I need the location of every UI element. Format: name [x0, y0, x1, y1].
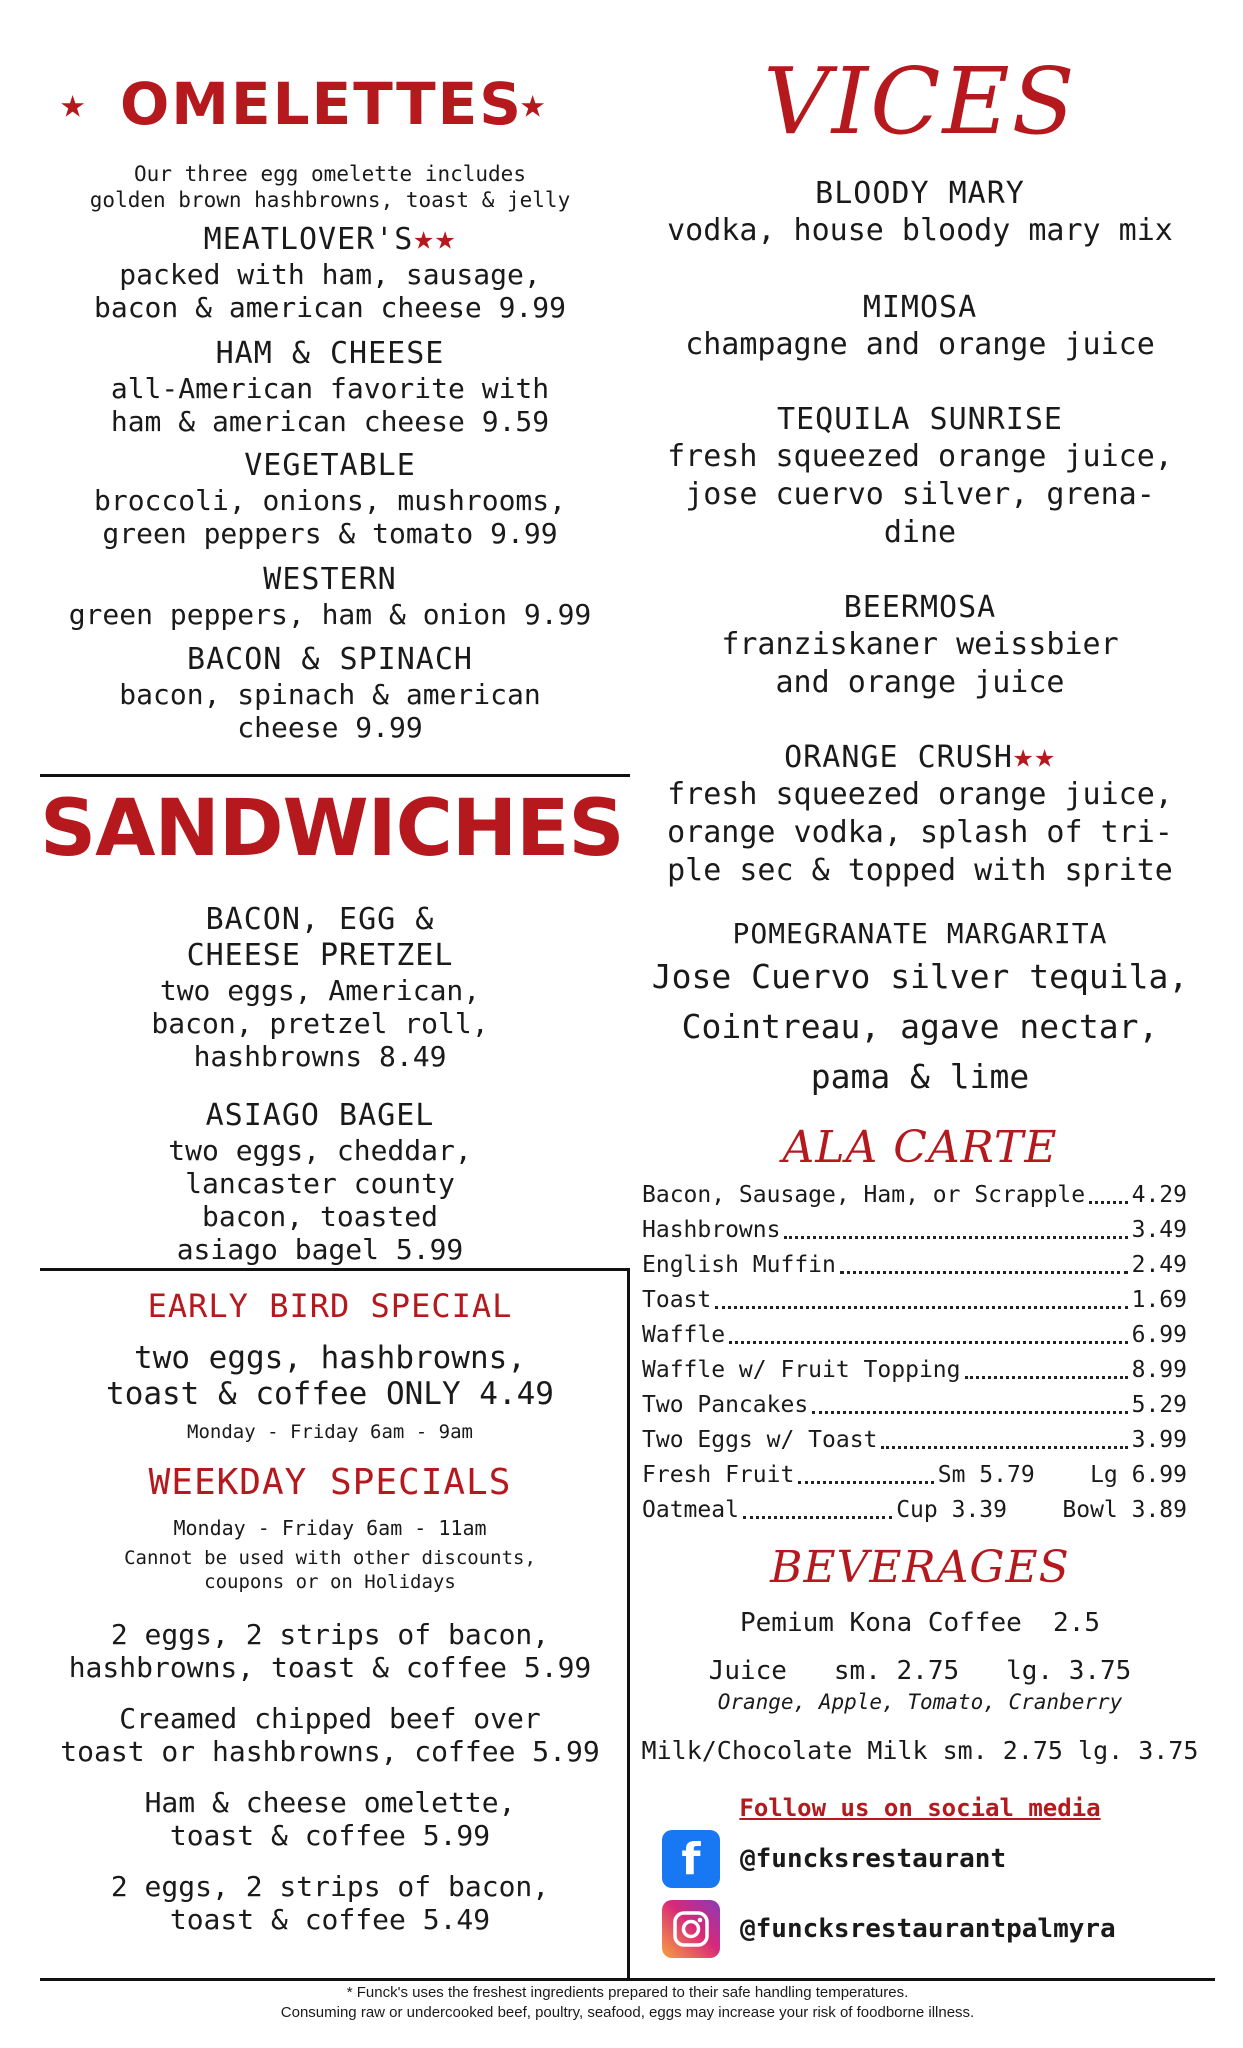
item-name: Bacon, Sausage, Ham, or Scrapple — [642, 1182, 1086, 1208]
item-desc: lancaster county — [185, 1167, 455, 1200]
item-desc: packed with ham, sausage, — [119, 258, 541, 291]
item-price: 2.49 — [1131, 1252, 1187, 1278]
vice-item — [640, 290, 1200, 364]
item-desc: toast or hashbrowns, coffee 5.99 — [60, 1735, 600, 1768]
item-desc: jose cuervo silver, grena- — [685, 477, 1155, 512]
item-name: Waffle — [642, 1322, 726, 1348]
item-name: Oatmeal — [642, 1497, 739, 1523]
list-item — [642, 1318, 1187, 1353]
item-desc: Jose Cuervo silver tequila, — [651, 957, 1189, 996]
list-item — [642, 1353, 1187, 1388]
star-icon: ★ — [520, 78, 546, 127]
beverage-milk: Milk/Chocolate Milk sm. 2.75 lg. 3.75 — [641, 1736, 1199, 1765]
list-item — [642, 1283, 1187, 1318]
item-desc: franziskaner weissbier — [721, 627, 1119, 662]
item-name: MEATLOVER'S — [203, 222, 414, 257]
star-icon: ★★ — [413, 218, 457, 258]
beverage-juice: Juice sm. 2.75 lg. 3.75 — [708, 1656, 1132, 1686]
item-desc: all-American favorite with — [110, 372, 550, 405]
vice-item — [640, 176, 1200, 250]
list-item — [642, 1248, 1187, 1283]
list-item — [642, 1458, 1187, 1493]
item-desc: green peppers & tomato 9.99 — [102, 517, 558, 550]
item-price: 1.69 — [1131, 1287, 1187, 1313]
list-item — [642, 1178, 1187, 1213]
vice-item — [640, 402, 1200, 552]
alacarte-list — [642, 1178, 1187, 1528]
beverage-juice-types: Orange, Apple, Tomato, Cranberry — [717, 1690, 1123, 1714]
leader-dots — [784, 1213, 1127, 1239]
divider — [40, 1268, 630, 1271]
item-desc: Creamed chipped beef over — [119, 1702, 541, 1735]
star-icon: ★★ — [1012, 736, 1056, 776]
item-name: English Muffin — [642, 1252, 836, 1278]
weekday-hours: Monday - Friday 6am - 11am — [173, 1516, 487, 1540]
leader-dots — [840, 1248, 1128, 1274]
item-desc: asiago bagel 5.99 — [176, 1233, 464, 1266]
item-price: 6.99 — [1131, 1322, 1187, 1348]
item-desc: and orange juice — [775, 665, 1065, 700]
item-desc: pama & lime — [810, 1057, 1030, 1096]
item-desc: toast & coffee 5.99 — [169, 1819, 491, 1852]
item-name: BACON, EGG & — [205, 902, 435, 937]
beverages-title: BEVERAGES — [770, 1542, 1070, 1593]
sandwich-item — [30, 902, 610, 1073]
item-name: WESTERN — [263, 562, 397, 597]
item-name: Toast — [642, 1287, 712, 1313]
early-bird-hours: Monday - Friday 6am - 9am — [187, 1421, 473, 1443]
leader-dots — [965, 1353, 1128, 1379]
omelette-item — [30, 336, 630, 438]
list-item — [642, 1493, 1187, 1528]
leader-dots — [1089, 1178, 1128, 1204]
vice-item — [640, 916, 1200, 1102]
item-desc: champagne and orange juice — [685, 327, 1155, 362]
omelette-item — [30, 562, 630, 631]
item-desc: fresh squeezed orange juice, — [667, 439, 1173, 474]
item-price: Sm 5.79 Lg 6.99 — [937, 1462, 1187, 1488]
item-desc: 2 eggs, 2 strips of bacon, — [110, 1618, 550, 1651]
weekday-item — [30, 1702, 630, 1768]
leader-dots — [812, 1388, 1127, 1414]
omelette-item — [30, 220, 630, 324]
item-name: Fresh Fruit — [642, 1462, 795, 1488]
weekday-item — [30, 1870, 630, 1936]
item-name: Hashbrowns — [642, 1217, 781, 1243]
divider — [40, 774, 630, 777]
item-price: 5.29 — [1131, 1392, 1187, 1418]
item-desc: orange vodka, splash of tri- — [667, 815, 1173, 850]
item-desc: bacon, toasted — [201, 1200, 438, 1233]
leader-dots — [729, 1318, 1128, 1344]
item-name: BLOODY MARY — [815, 176, 1025, 211]
beverage-coffee: Pemium Kona Coffee 2.5 — [739, 1608, 1101, 1638]
early-bird-desc: toast & coffee ONLY 4.49 — [106, 1376, 554, 1412]
item-price: 3.99 — [1131, 1427, 1187, 1453]
vice-item — [640, 590, 1200, 702]
item-name: TEQUILA SUNRISE — [777, 402, 1063, 437]
omelettes-title: OMELETTES — [120, 70, 524, 138]
weekday-note: Cannot be used with other discounts, — [124, 1547, 536, 1569]
item-name: Two Pancakes — [642, 1392, 809, 1418]
sandwiches-title: SANDWICHES — [40, 784, 624, 874]
item-desc: two eggs, cheddar, — [168, 1134, 472, 1167]
list-item — [642, 1388, 1187, 1423]
item-price: 8.99 — [1131, 1357, 1187, 1383]
item-desc: bacon, spinach & american — [119, 678, 541, 711]
vices-title: VICES — [763, 48, 1077, 155]
item-desc: ple sec & topped with sprite — [667, 853, 1173, 888]
item-name: CHEESE PRETZEL — [186, 938, 454, 973]
item-desc: fresh squeezed orange juice, — [667, 777, 1173, 812]
instagram-glyph — [672, 1910, 710, 1948]
leader-dots — [881, 1423, 1127, 1449]
facebook-icon[interactable] — [662, 1830, 720, 1888]
item-desc: hashbrowns 8.49 — [193, 1040, 447, 1073]
list-item — [642, 1213, 1187, 1248]
weekday-item — [30, 1786, 630, 1852]
alacarte-title: ALA CARTE — [782, 1122, 1058, 1173]
list-item — [642, 1423, 1187, 1458]
weekday-note: coupons or on Holidays — [204, 1571, 456, 1593]
leader-dots — [798, 1458, 933, 1484]
item-desc: ham & american cheese 9.59 — [110, 405, 550, 438]
item-desc: green peppers, ham & onion 9.99 — [68, 598, 592, 631]
instagram-icon[interactable] — [662, 1900, 720, 1958]
item-name: ORANGE CRUSH — [784, 740, 1013, 775]
star-icon: ★ — [60, 78, 86, 127]
early-bird-desc: two eggs, hashbrowns, — [134, 1340, 526, 1376]
item-desc: Ham & cheese omelette, — [144, 1786, 516, 1819]
early-bird-title: EARLY BIRD SPECIAL — [147, 1287, 513, 1325]
item-price: 3.49 — [1131, 1217, 1187, 1243]
item-desc: cheese 9.99 — [237, 711, 423, 744]
item-price: Cup 3.39 Bowl 3.89 — [896, 1497, 1187, 1523]
item-desc: vodka, house bloody mary mix — [667, 213, 1173, 248]
item-desc: dine — [883, 515, 957, 550]
omelettes-intro-1: Our three egg omelette includes — [134, 162, 526, 186]
item-name: MIMOSA — [862, 290, 978, 325]
item-desc: bacon & american cheese 9.99 — [93, 291, 566, 324]
divider — [40, 1978, 1215, 1981]
leader-dots — [715, 1283, 1127, 1309]
item-desc: bacon, pretzel roll, — [151, 1007, 489, 1040]
item-name: VEGETABLE — [244, 448, 416, 483]
item-desc: hashbrowns, toast & coffee 5.99 — [68, 1651, 592, 1684]
item-name: BEERMOSA — [843, 590, 997, 625]
item-desc: two eggs, American, — [159, 974, 481, 1007]
vice-item — [640, 738, 1200, 890]
weekday-item — [30, 1618, 630, 1684]
item-name: HAM & CHEESE — [215, 336, 445, 371]
leader-dots — [743, 1493, 892, 1519]
item-desc: 2 eggs, 2 strips of bacon, — [110, 1870, 550, 1903]
item-name: POMEGRANATE MARGARITA — [732, 917, 1108, 950]
item-name: Waffle w/ Fruit Topping — [642, 1357, 961, 1383]
item-name: Two Eggs w/ Toast — [642, 1427, 878, 1453]
footer-disclaimer-1: * Funck's uses the freshest ingredients prepared to their safe handling temperatures. — [346, 1984, 909, 2001]
facebook-handle[interactable]: @funcksrestaurant — [740, 1844, 1007, 1874]
item-price: 4.29 — [1131, 1182, 1187, 1208]
instagram-handle[interactable]: @funcksrestaurantpalmyra — [740, 1914, 1116, 1944]
item-desc: toast & coffee 5.49 — [169, 1903, 491, 1936]
item-name: ASIAGO BAGEL — [205, 1098, 435, 1133]
facebook-icon-glyph: f — [681, 1833, 701, 1885]
item-name: BACON & SPINACH — [187, 642, 473, 677]
omelettes-intro-2: golden brown hashbrowns, toast & jelly — [89, 188, 571, 212]
omelette-item — [30, 448, 630, 550]
sandwich-item — [30, 1098, 610, 1266]
item-desc: broccoli, onions, mushrooms, — [93, 484, 566, 517]
item-desc: Cointreau, agave nectar, — [681, 1007, 1159, 1046]
weekday-title: WEEKDAY SPECIALS — [148, 1462, 512, 1503]
footer-disclaimer-2: Consuming raw or undercooked beef, poultry, seafood, eggs may increase your risk of foodborne illness. — [280, 2004, 975, 2021]
social-heading[interactable]: Follow us on social media — [739, 1794, 1101, 1822]
omelette-item — [30, 642, 630, 744]
